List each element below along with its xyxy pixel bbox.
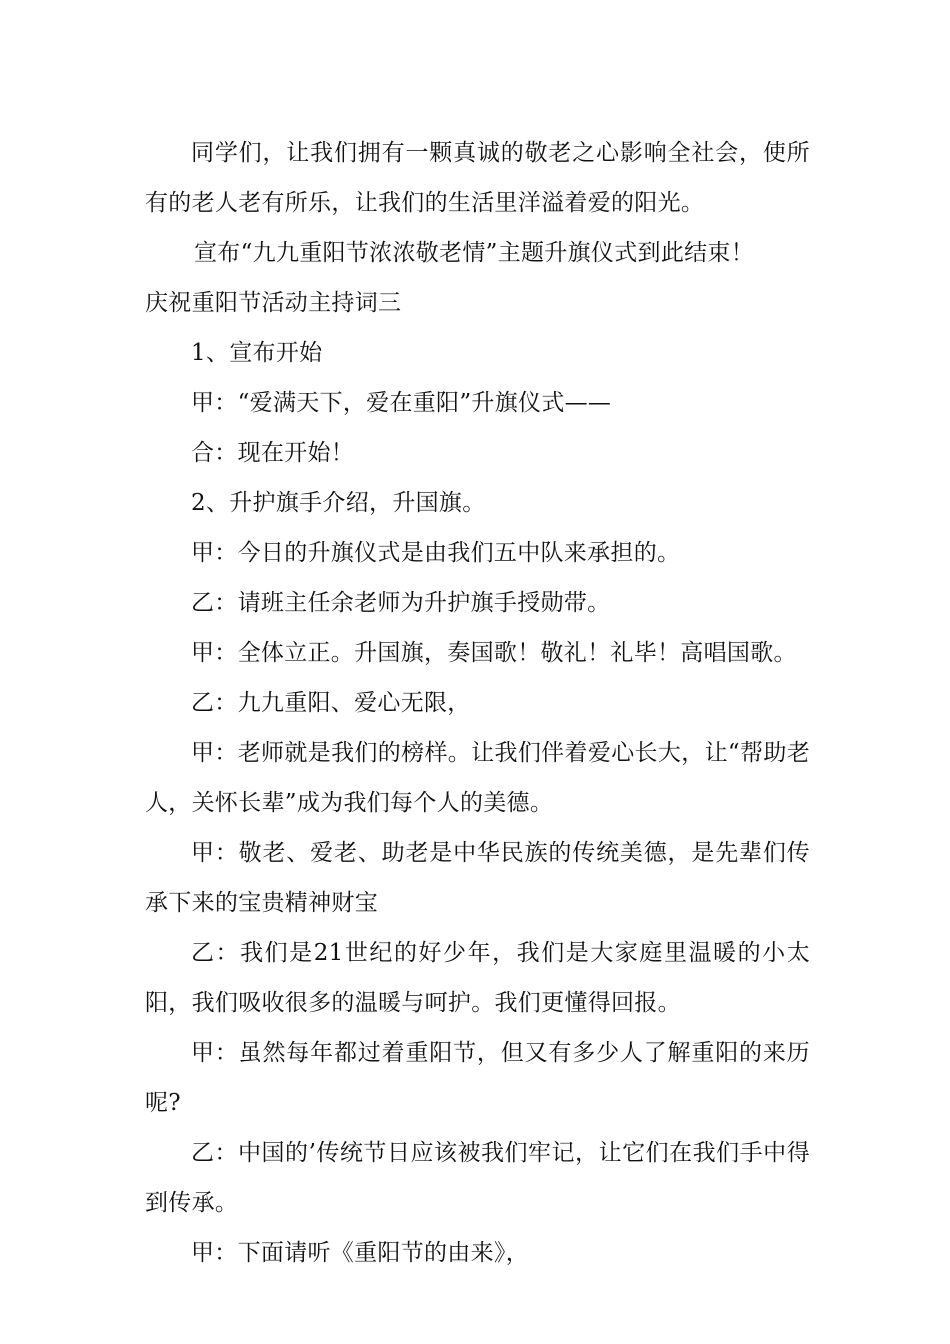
paragraph: 同学们，让我们拥有一颗真诚的敬老之心影响全社会，使所有的老人老有所乐，让我们的生活里洋溢着爱的阳光。 (145, 140, 810, 216)
paragraph: 甲：今日的升旗仪式是由我们五中队来承担的。 (191, 540, 681, 566)
paragraph: 乙：我们是21世纪的好少年，我们是大家庭里温暖的小太阳，我们吸收很多的温暖与呵护。我们更懂得回报。 (145, 940, 810, 1016)
paragraph: 甲：老师就是我们的榜样。让我们伴着爱心长大，让“帮助老人，关怀长辈”成为我们每个人的美德。 (145, 740, 810, 816)
paragraph: 甲：下面请听《重阳节的由来》， (191, 1240, 529, 1266)
paragraph: 乙：中国的’传统节日应该被我们牢记，让它们在我们手中得到传承。 (145, 1140, 810, 1216)
paragraph: 乙：九九重阳、爱心无限， (191, 690, 471, 716)
body-text (145, 128, 810, 1278)
paragraph: 甲：全体立正。升国旗，奏国歌！敬礼！礼毕！高唱国歌。 (191, 640, 797, 666)
paragraph: 甲：“爱满天下，爱在重阳”升旗仪式—— (191, 390, 612, 416)
paragraph: 甲：虽然每年都过着重阳节，但又有多少人了解重阳的来历呢? (145, 1040, 810, 1116)
paragraph: 合：现在开始！ (191, 440, 355, 466)
paragraph: 乙：请班主任余老师为升护旗手授勋带。 (191, 590, 611, 616)
paragraph: 甲：敬老、爱老、助老是中华民族的传统美德，是先辈们传承下来的宝贵精神财宝 (145, 840, 810, 916)
paragraph: 1、宣布开始 (191, 340, 323, 366)
section-heading: 庆祝重阳节活动主持词三 (145, 290, 402, 316)
paragraph: 2、升护旗手介绍，升国旗。 (191, 490, 486, 516)
paragraph: 宣布“九九重阳节浓浓敬老情”主题升旗仪式到此结束！ (194, 240, 755, 266)
